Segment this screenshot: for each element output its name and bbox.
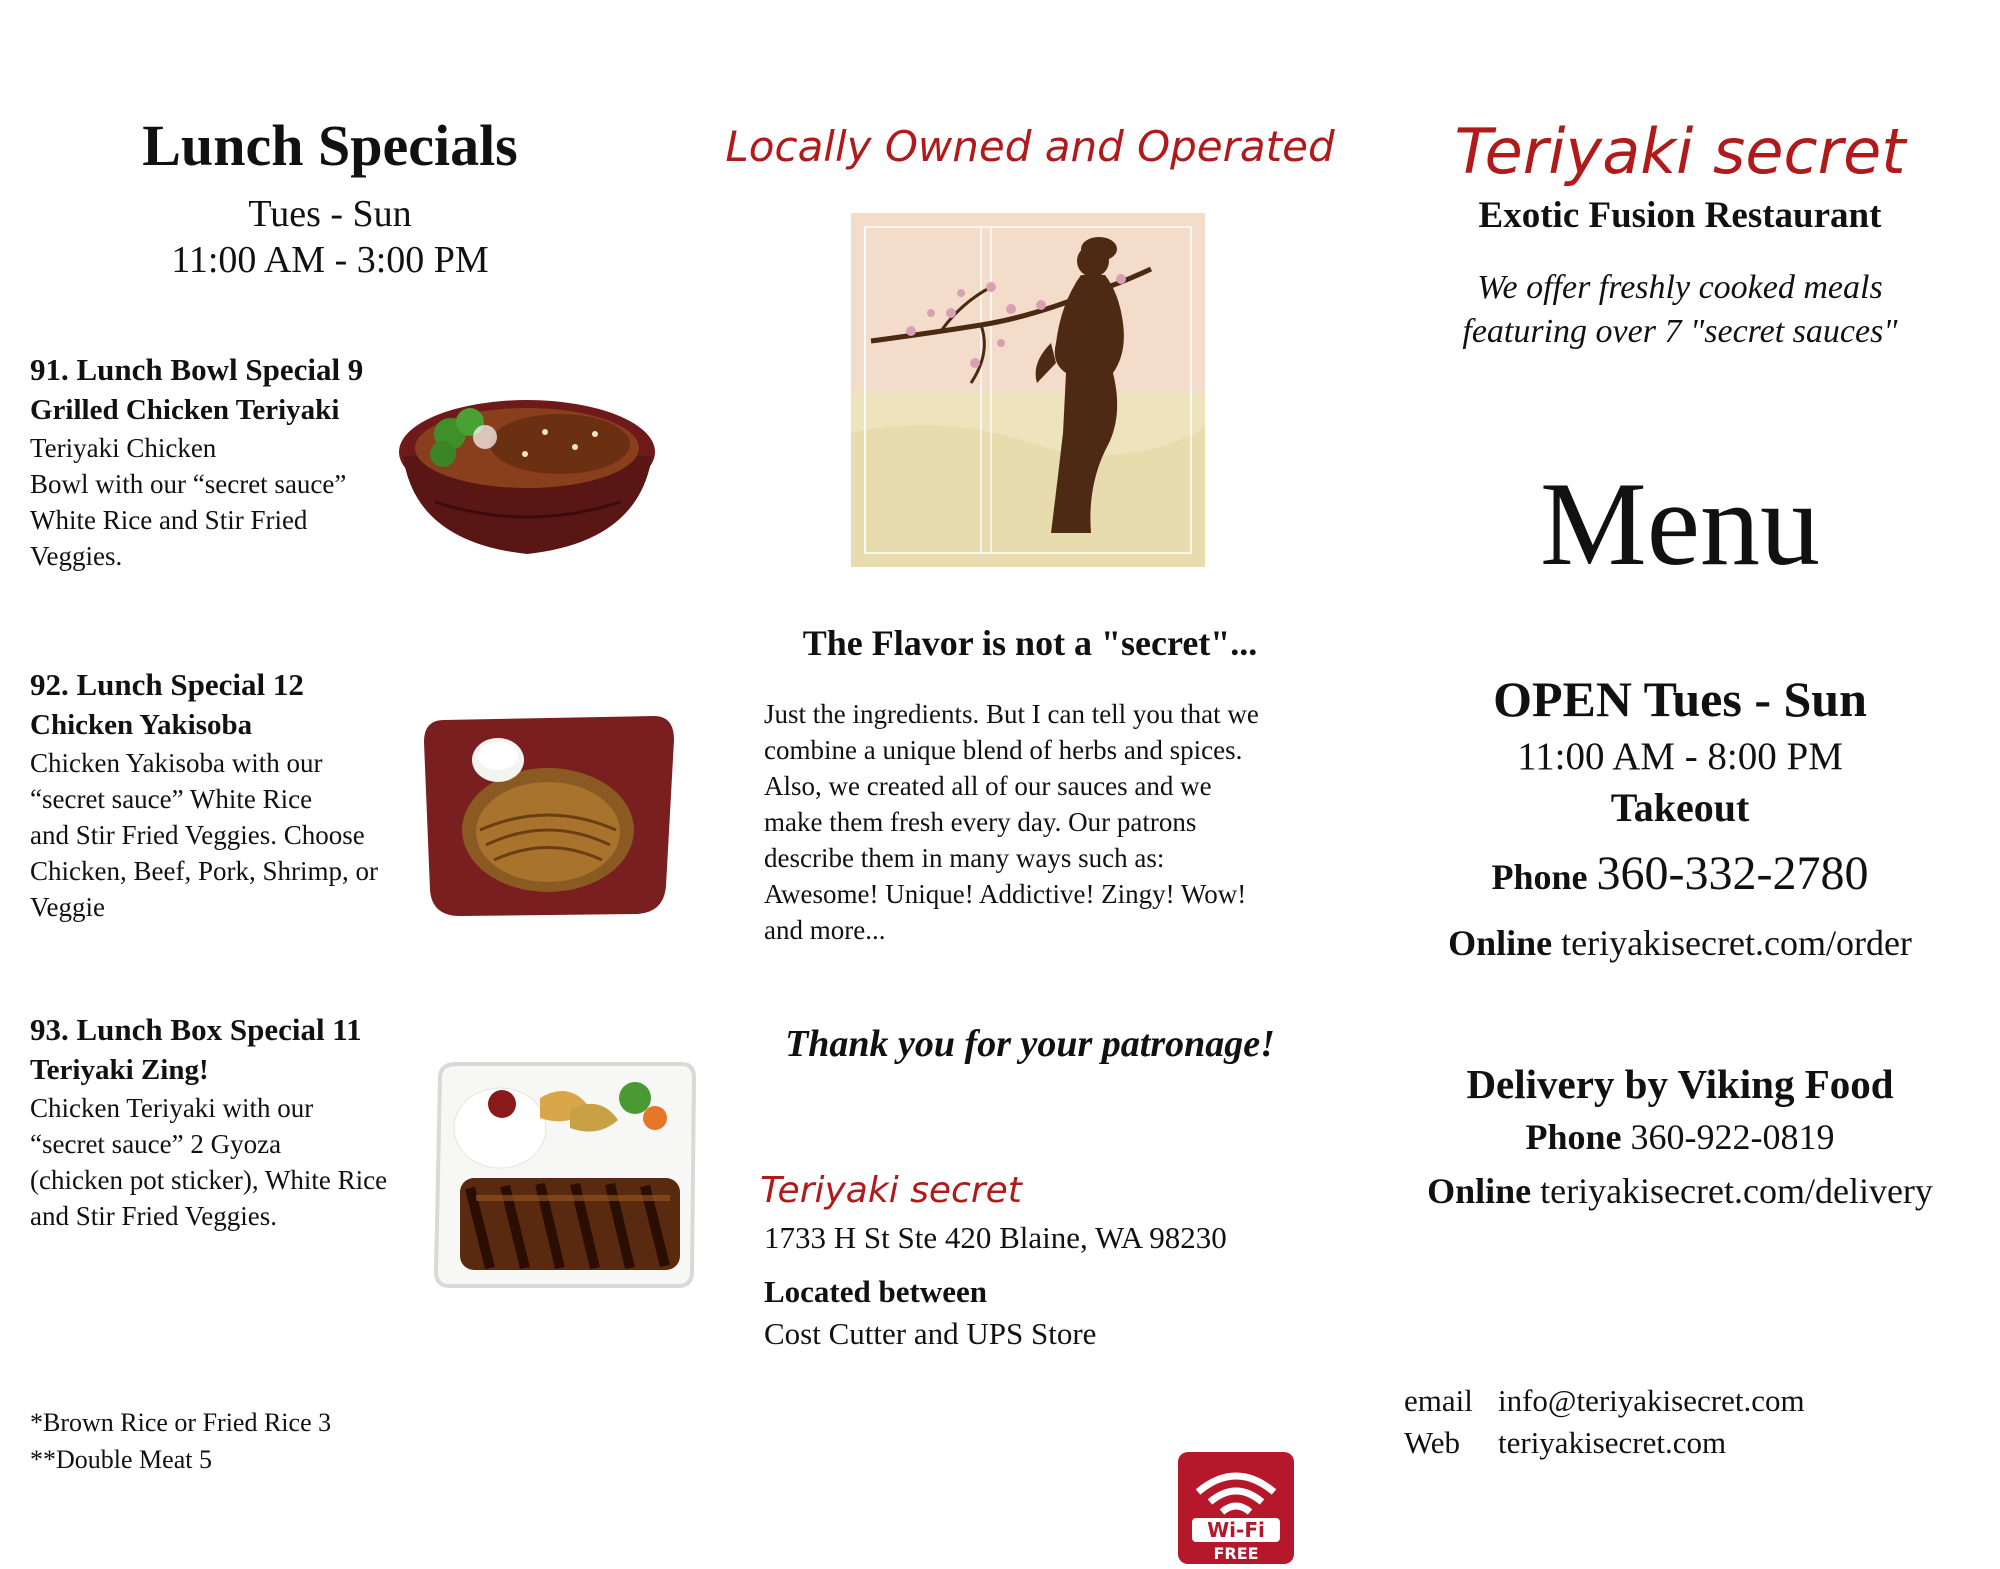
lunch-specials-title: Lunch Specials [142,113,518,178]
menu-item-name: Teriyaki Zing! [30,1054,209,1086]
menu-item-92 [30,665,430,925]
delivery-phone-label: Phone [1525,1117,1622,1157]
flavor-line: combine a unique blend of herbs and spices. [764,735,1243,765]
delivery-phone-number[interactable]: 360-922-0819 [1630,1117,1835,1157]
menu-item-name: Chicken Yakisoba [30,709,253,741]
description-line: Chicken Yakisoba with our [30,748,323,778]
phone-label: Phone [1491,857,1588,897]
contact-info [1404,1380,1805,1464]
menu-item-description [30,1090,430,1234]
flavor-title: The Flavor is not a "secret"... [802,623,1258,663]
flavor-line: Awesome! Unique! Addictive! Zingy! Wow! [764,879,1247,909]
web-row [1404,1422,1805,1464]
menu-item-heading: 91. Lunch Bowl Special 9 [30,352,364,387]
wifi-badge [1178,1452,1294,1564]
open-hours: 11:00 AM - 8:00 PM [1517,735,1843,778]
email-row [1404,1380,1805,1422]
restaurant-subtitle: Exotic Fusion Restaurant [1478,195,1882,236]
offer-text [1380,266,1980,354]
flavor-line: and more... [764,915,886,945]
description-line: Chicken, Beef, Pork, Shrimp, or [30,856,378,886]
web-label: Web [1404,1425,1461,1460]
email-label: email [1404,1383,1473,1418]
flavor-line: Also, we created all of our sauces and we [764,771,1212,801]
description-line: Bowl with our “secret sauce” [30,469,347,499]
brand-name: Teriyaki secret [1454,115,1906,188]
wifi-free-label: FREE [1213,1544,1259,1563]
menu-item-description [30,745,430,925]
delivery-online-link[interactable]: teriyakisecret.com/delivery [1540,1171,1933,1211]
description-line: and Stir Fried Veggies. [30,1201,277,1231]
description-line: and Stir Fried Veggies. Choose [30,820,365,850]
menu-title: Menu [1540,457,1820,590]
description-line: Veggie [30,892,105,922]
geisha-illustration [851,213,1205,567]
description-line: Veggies. [30,541,123,571]
delivery-phone [1380,1116,1980,1158]
web-link[interactable]: teriyakisecret.com [1498,1425,1727,1460]
flavor-body [764,696,1324,948]
yakisoba-plate-image [420,710,678,920]
offer-line: featuring over 7 "secret sauces" [1462,313,1898,350]
description-line: “secret sauce” 2 Gyoza [30,1129,282,1159]
online-order-link[interactable]: teriyakisecret.com/order [1561,923,1912,963]
located-value: Cost Cutter and UPS Store [764,1316,1097,1351]
description-line: Chicken Teriyaki with our [30,1093,314,1123]
delivery-online-label: Online [1427,1171,1532,1211]
delivery-online [1380,1170,1980,1212]
description-line: Teriyaki Chicken [30,433,217,463]
flavor-line: describe them in many ways such as: [764,843,1165,873]
tagline: Locally Owned and Operated [725,122,1335,171]
lunch-days: Tues - Sun [248,193,412,235]
brand-name-small: Teriyaki secret [760,1170,1022,1211]
offer-line: We offer freshly cooked meals [1477,269,1883,306]
wifi-icon [1178,1452,1294,1564]
email-link[interactable]: info@teriyakisecret.com [1498,1383,1805,1418]
located-label: Located between [764,1274,987,1309]
delivery-title: Delivery by Viking Food [1466,1061,1894,1107]
note-brown-rice: *Brown Rice or Fried Rice 3 [30,1408,332,1437]
extras-notes [30,1404,331,1478]
takeout-online [1380,922,1980,964]
flavor-line: make them fresh every day. Our patrons [764,807,1197,837]
wifi-label: Wi-Fi [1207,1518,1265,1542]
menu-item-heading: 92. Lunch Special 12 [30,667,304,702]
takeout-phone [1380,846,1980,901]
address: 1733 H St Ste 420 Blaine, WA 98230 [764,1220,1227,1255]
takeout-label: Takeout [1610,785,1750,830]
open-days: OPEN Tues - Sun [1493,671,1867,727]
note-double-meat: **Double Meat 5 [30,1445,212,1474]
description-line: (chicken pot sticker), White Rice [30,1165,388,1195]
lunch-hours: 11:00 AM - 3:00 PM [171,239,489,281]
menu-item-91 [30,350,430,574]
menu-item-name: Grilled Chicken Teriyaki [30,394,340,426]
menu-item-93 [30,1010,430,1234]
flavor-line: Just the ingredients. But I can tell you that we [764,699,1259,729]
description-line: White Rice and Stir Fried [30,505,308,535]
description-line: “secret sauce” White Rice [30,784,313,814]
online-label: Online [1448,923,1553,963]
teriyaki-bowl-image [395,392,660,562]
phone-number[interactable]: 360-332-2780 [1596,847,1869,900]
menu-item-heading: 93. Lunch Box Special 11 [30,1012,362,1047]
lunch-box-image [430,1058,698,1292]
menu-item-description [30,430,430,574]
thank-you-message: Thank you for your patronage! [785,1023,1275,1065]
